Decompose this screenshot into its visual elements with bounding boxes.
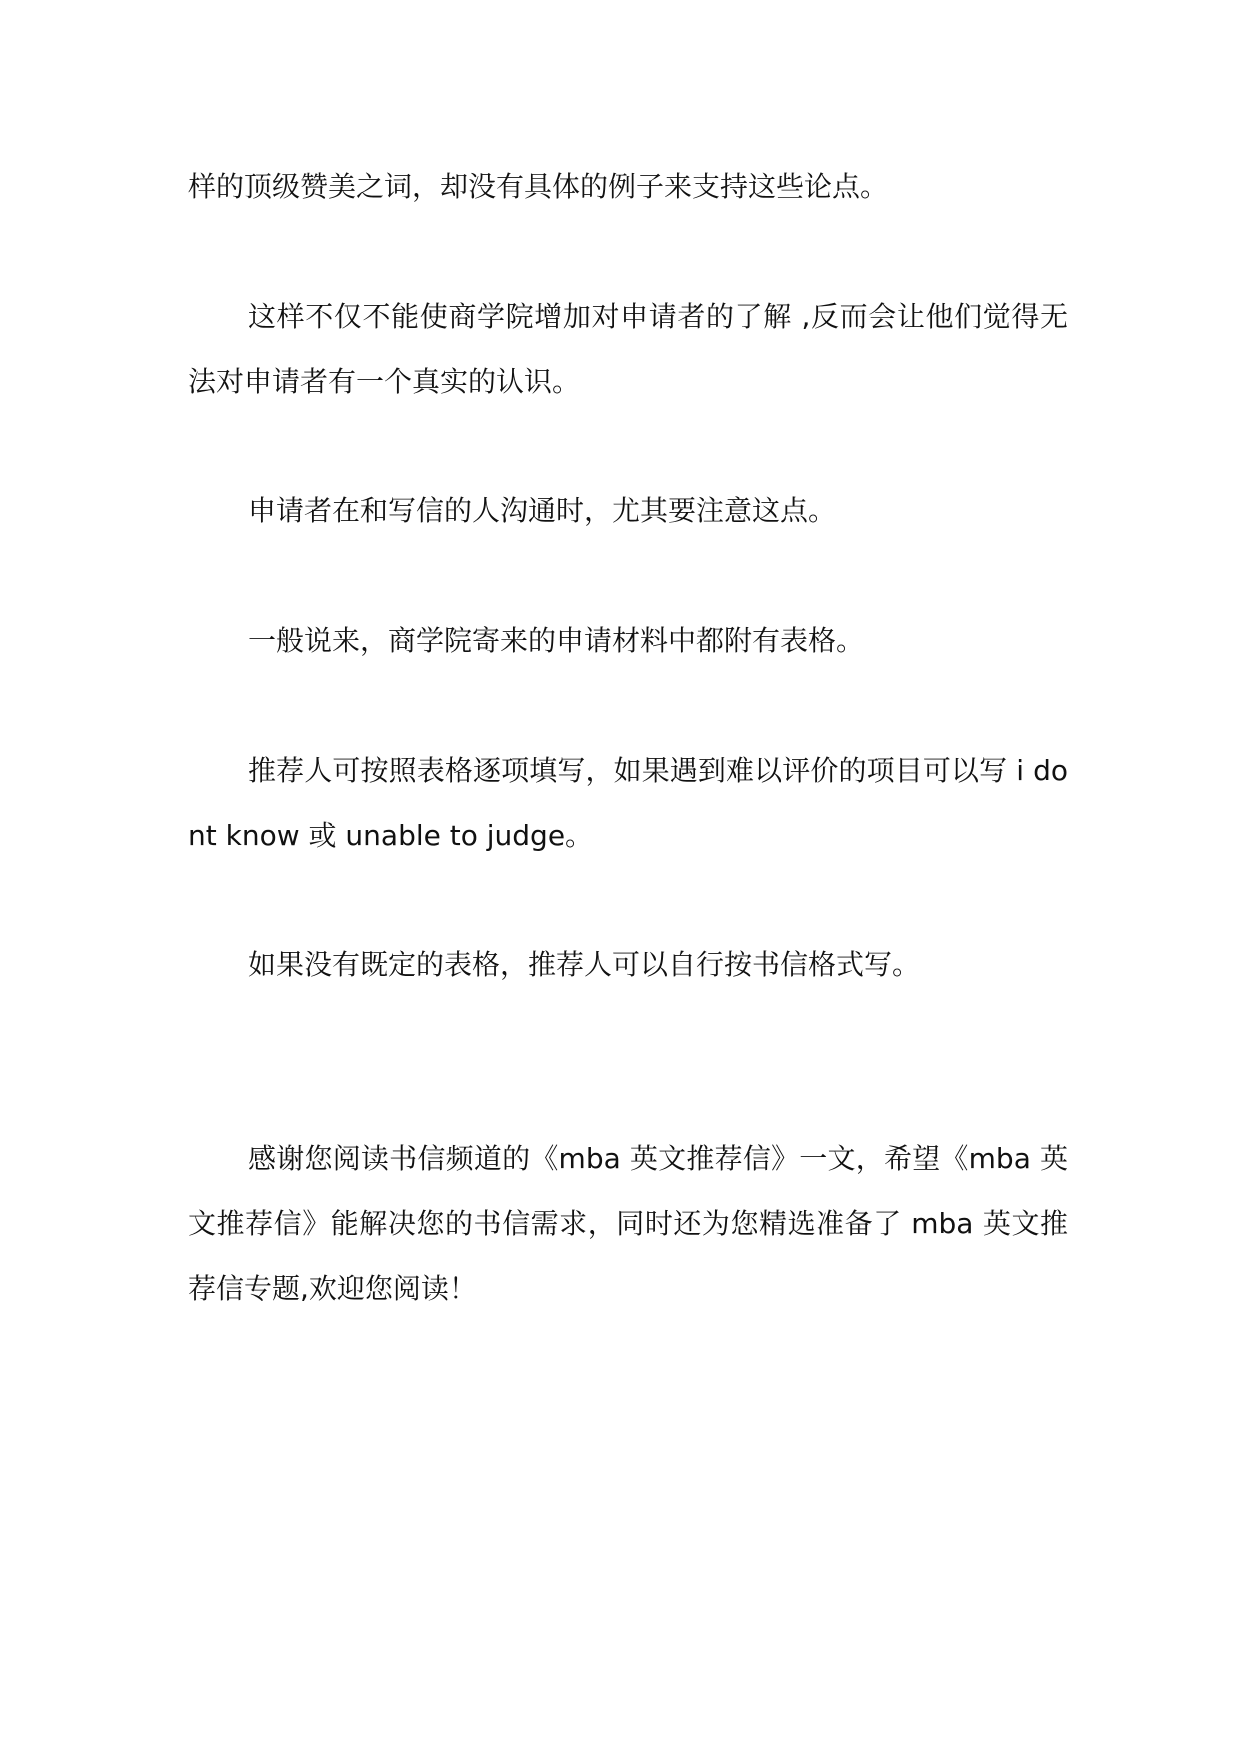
paragraph: 推荐人可按照表格逐项填写，如果遇到难以评价的项目可以写 i dont know 或 unable to judge。 [188,754,1068,852]
closing-paragraph: 感谢您阅读书信频道的《mba 英文推荐信》一文，希望《mba 英文推荐信》能解决您的书信需求，同时还为您精选准备了 mba 英文推荐信专题,欢迎您阅读！ [188,1142,1068,1305]
paragraph: 申请者在和写信的人沟通时，尤其要注意这点。 [248,494,837,527]
paragraph-continuation: 样的顶级赞美之词，却没有具体的例子来支持这些论点。 [188,170,889,203]
paragraph: 如果没有既定的表格，推荐人可以自行按书信格式写。 [248,948,921,981]
paragraph: 这样不仅不能使商学院增加对申请者的了解 ,反而会让他们觉得无法对申请者有一个真实的认识。 [188,300,1068,398]
paragraph: 一般说来，商学院寄来的申请材料中都附有表格。 [248,624,865,657]
